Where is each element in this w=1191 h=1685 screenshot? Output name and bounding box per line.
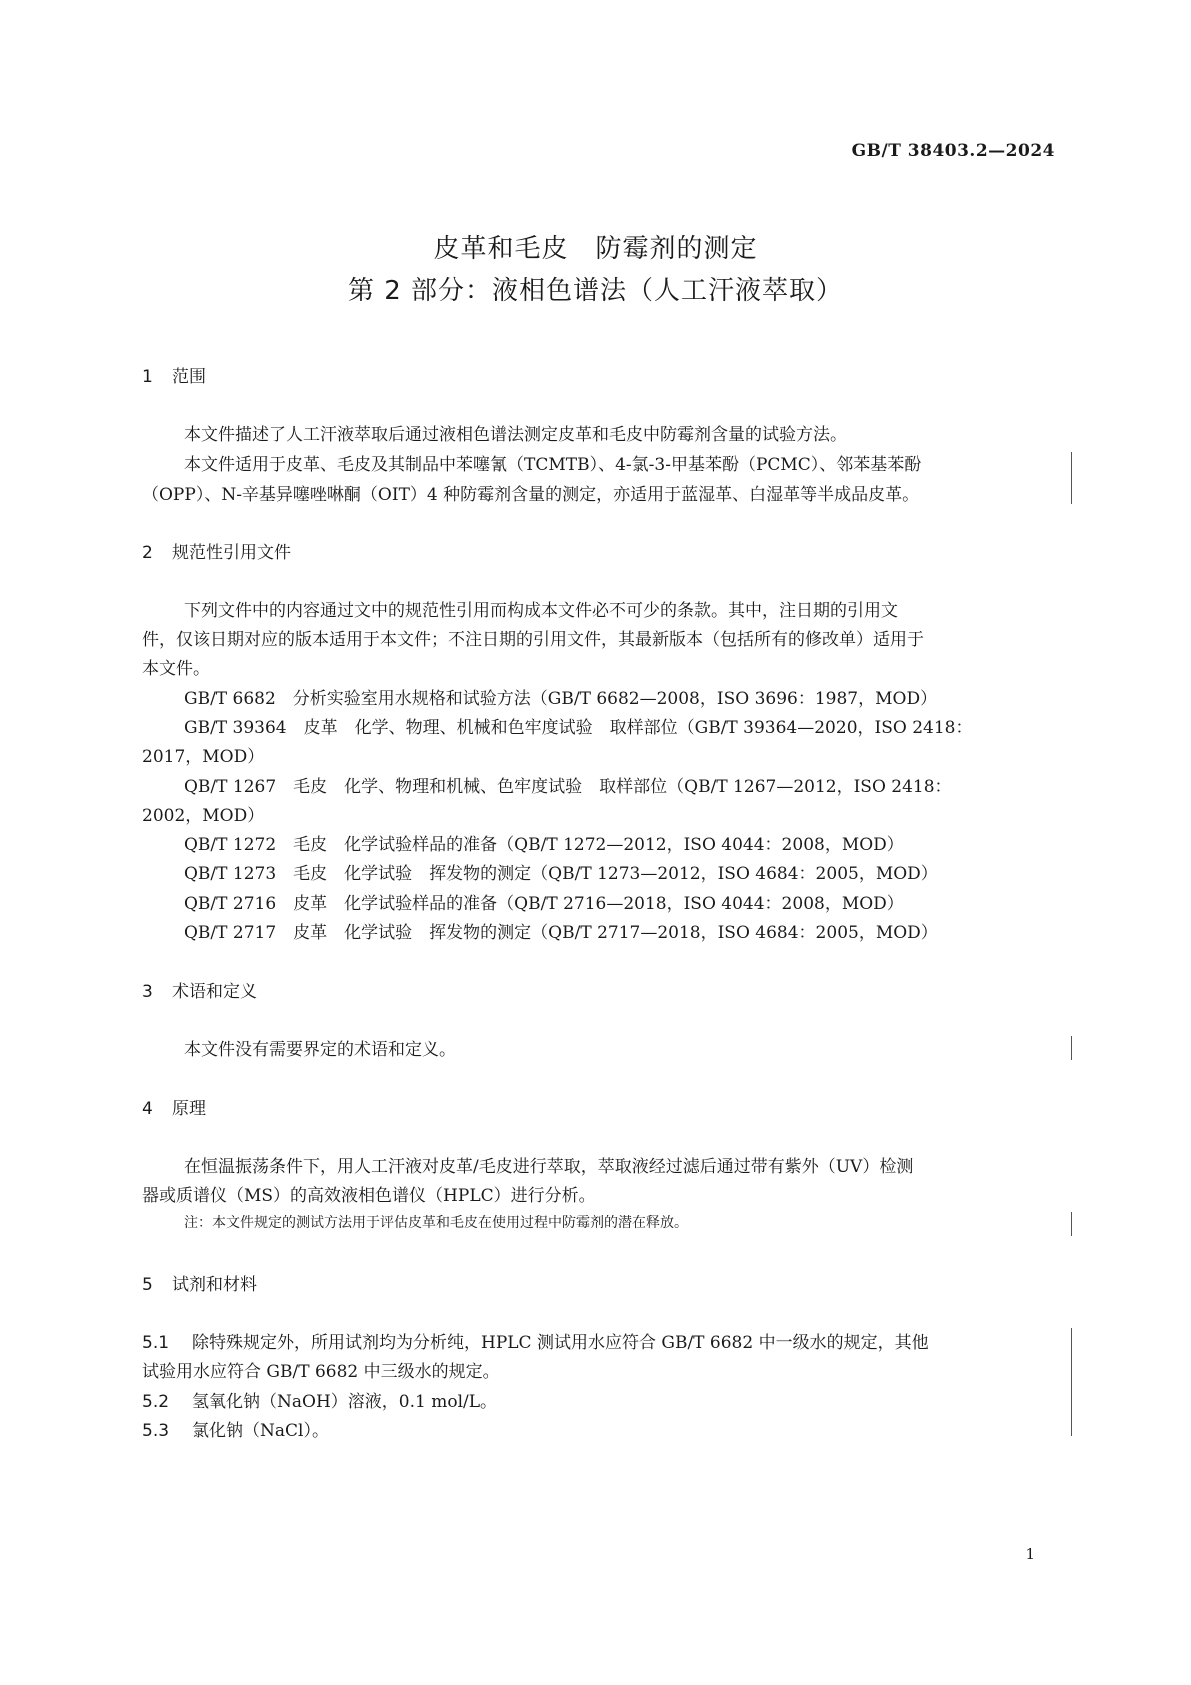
reference-item: QB/T 2717 皮革 化学试验 挥发物的测定（QB/T 2717—2018，ISO 4684：2005，MOD） [184,923,938,943]
section-title: 原理 [172,1099,206,1119]
section-number: 4 [142,1099,153,1119]
section-1-heading [142,362,206,387]
clause-text: 除特殊规定外，所用试剂均为分析纯，HPLC 测试用水应符合 GB/T 6682 中一级水的规定，其他 [192,1333,929,1353]
section-title: 术语和定义 [172,982,257,1002]
reference-item: QB/T 1273 毛皮 化学试验 挥发物的测定（QB/T 1273—2012，ISO 4684：2005，MOD） [184,864,938,884]
section-4-heading [142,1094,206,1119]
section-title: 范围 [172,367,206,387]
document-title-line2: 第 2 部分：液相色谱法（人工汗液萃取） [347,276,844,306]
section-number: 3 [142,982,153,1002]
clause-text: 氢氧化钠（NaOH）溶液，0.1 mol/L。 [192,1392,498,1412]
clause-5-3 [142,1416,329,1441]
principle-paragraph-line1: 在恒温振荡条件下，用人工汗液对皮革/毛皮进行萃取，萃取液经过滤后通过带有紫外（UV）检测 [184,1157,914,1177]
section-5-heading [142,1270,257,1295]
reference-item: GB/T 39364 皮革 化学、物理、机械和色牢度试验 取样部位（GB/T 39364—2020，ISO 2418： [184,718,973,738]
section-2-heading [142,538,291,563]
section-title: 规范性引用文件 [172,543,291,563]
note: 注：本文件规定的测试方法用于评估皮革和毛皮在使用过程中防霉剂的潜在释放。 [184,1215,688,1231]
page-number: 1 [1025,1545,1035,1563]
scope-paragraph-2-line2: （OPP）、N-辛基异噻唑啉酮（OIT）4 种防霉剂含量的测定，亦适用于蓝湿革、白湿革等半成品皮革。 [142,485,920,505]
clause-number: 5.2 [142,1392,170,1412]
terms-paragraph: 本文件没有需要界定的术语和定义。 [184,1040,456,1060]
reference-item-continued: 2002，MOD） [142,806,265,826]
clause-text: 氯化钠（NaCl）。 [192,1421,329,1441]
reference-item: QB/T 1272 毛皮 化学试验样品的准备（QB/T 1272—2012，ISO 4044：2008，MOD） [184,835,904,855]
reference-item: QB/T 2716 皮革 化学试验样品的准备（QB/T 2716—2018，ISO 4044：2008，MOD） [184,894,904,914]
document-number: GB/T 38403.2—2024 [851,141,1055,161]
reference-item: GB/T 6682 分析实验室用水规格和试验方法（GB/T 6682—2008，ISO 3696：1987，MOD） [184,689,938,709]
section-number: 5 [142,1275,153,1295]
reference-item-continued: 2017，MOD） [142,747,265,767]
change-bar [1071,1328,1072,1436]
reference-item: QB/T 1267 毛皮 化学、物理和机械、色牢度试验 取样部位（QB/T 1267—2012，ISO 2418： [184,777,952,797]
section-3-heading [142,977,257,1002]
references-intro-line3: 本文件。 [142,659,210,679]
section-title: 试剂和材料 [172,1275,257,1295]
clause-5-1-line2: 试验用水应符合 GB/T 6682 中三级水的规定。 [142,1362,500,1382]
change-bar [1071,452,1072,504]
principle-paragraph-line2: 器或质谱仪（MS）的高效液相色谱仪（HPLC）进行分析。 [142,1186,596,1206]
change-bar [1071,1212,1072,1236]
scope-paragraph-2-line1: 本文件适用于皮革、毛皮及其制品中苯噻氰（TCMTB）、4-氯-3-甲基苯酚（PCMC）、邻苯基苯酚 [184,455,922,475]
clause-5-1-line1 [142,1328,929,1353]
clause-number: 5.3 [142,1421,170,1441]
change-bar [1071,1036,1072,1060]
document-title-line1: 皮革和毛皮 防霉剂的测定 [433,234,758,264]
section-number: 2 [142,543,153,563]
clause-number: 5.1 [142,1333,170,1353]
scope-paragraph-1: 本文件描述了人工汗液萃取后通过液相色谱法测定皮革和毛皮中防霉剂含量的试验方法。 [184,425,847,445]
section-number: 1 [142,367,153,387]
clause-5-2 [142,1387,497,1412]
references-intro-line1: 下列文件中的内容通过文中的规范性引用而构成本文件必不可少的条款。其中，注日期的引用文 [184,601,898,621]
references-intro-line2: 件，仅该日期对应的版本适用于本文件；不注日期的引用文件，其最新版本（包括所有的修改单）适用于 [142,630,924,650]
